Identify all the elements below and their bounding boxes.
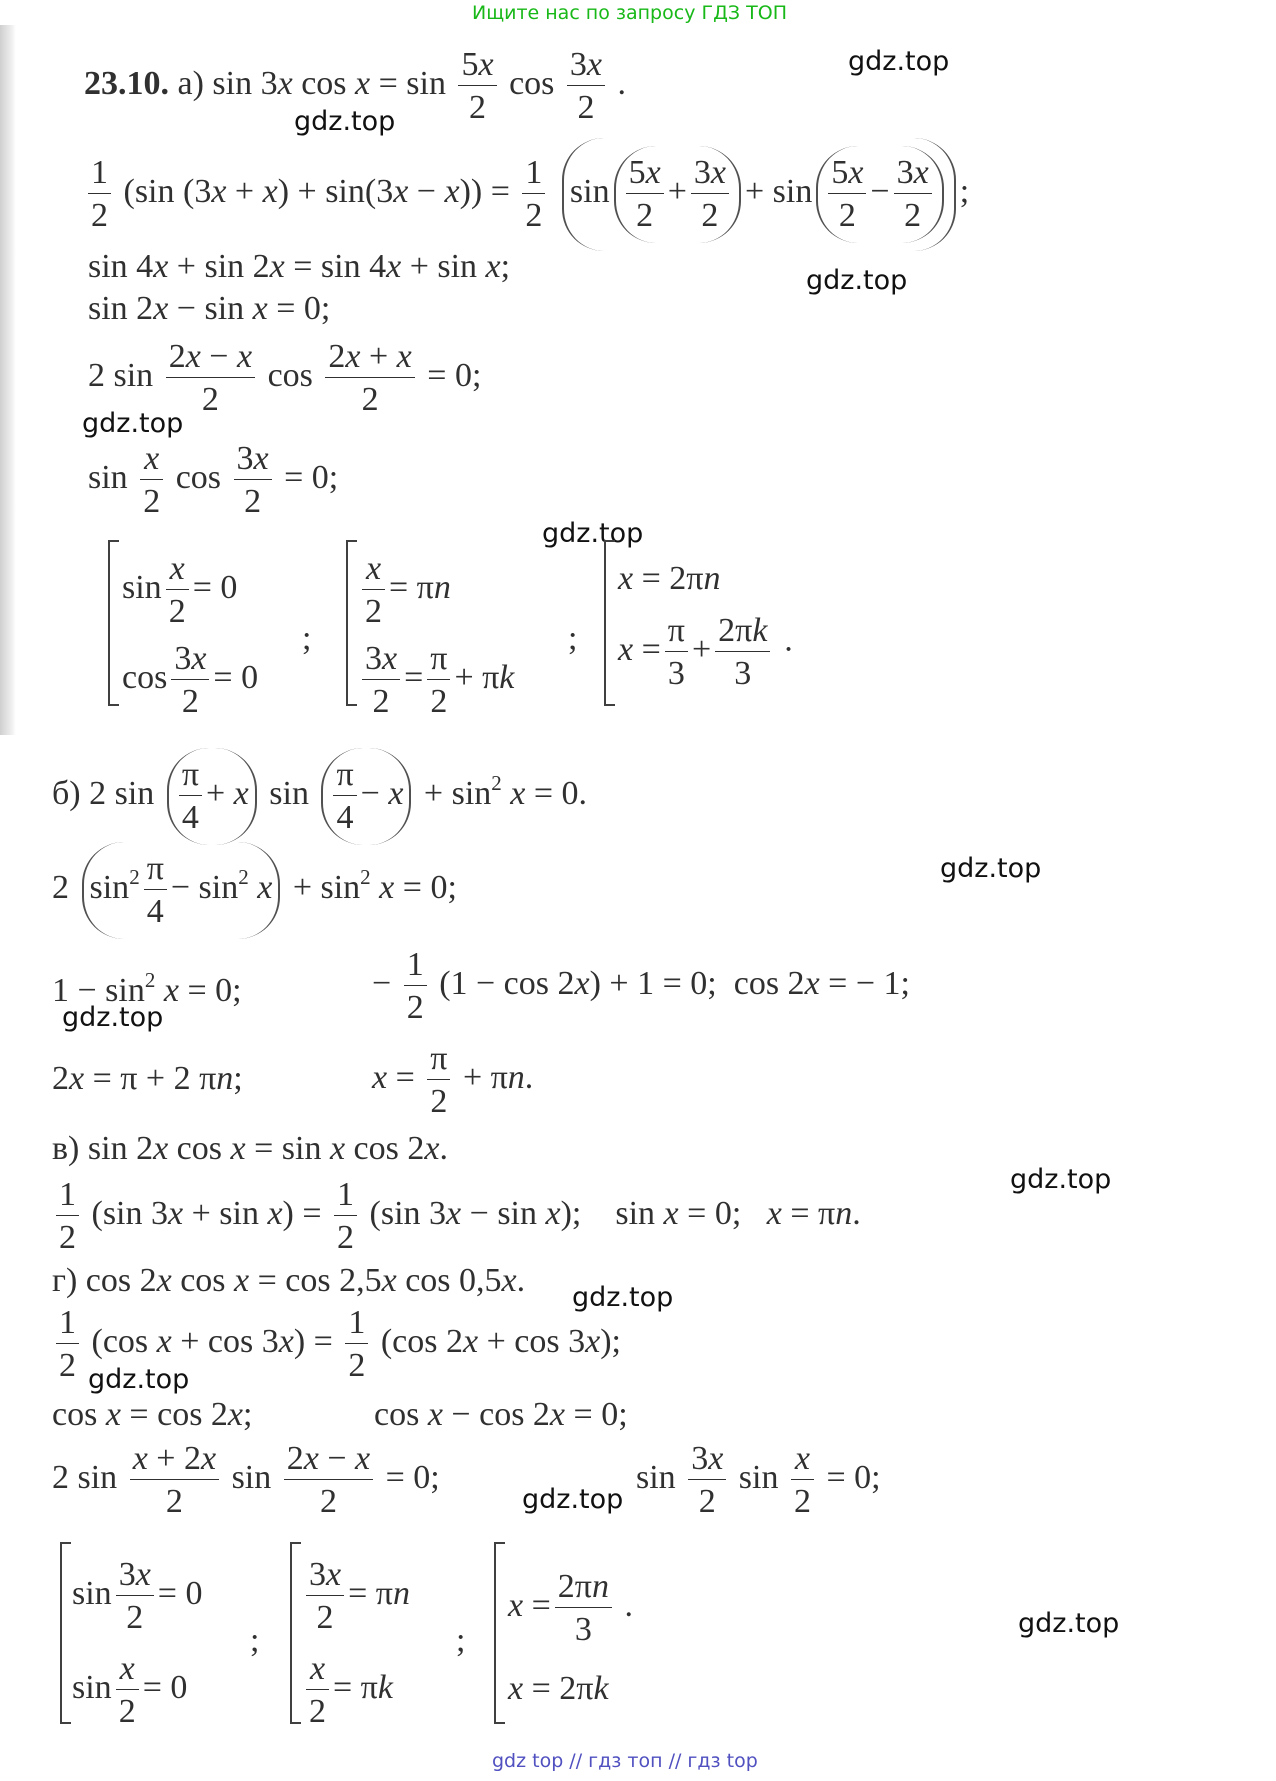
system-g2-line2: $\frac{x}{2}$ = πk bbox=[302, 1650, 393, 1731]
watermark-gdz-top: gdz.top bbox=[806, 265, 908, 296]
watermark-gdz-top: gdz.top bbox=[294, 106, 396, 137]
part-g-step-3: cos x − cos 2x = 0; bbox=[374, 1396, 628, 1433]
watermark-gdz-top: gdz.top bbox=[1018, 1608, 1120, 1639]
system-a2-line2: $\frac{3x}{2}$ = $\frac{\pi}{2}$ + πk bbox=[358, 640, 514, 721]
part-a-step-1: $\frac{1}{2}$ (sin (3x + x) + sin(3x − x)) = $\frac{1}{2}$ sin $\frac{5x}{2}$ + $\frac{3x}{2}$ + sin $\frac{5x}{2}$ − $\frac{3x}{2}$ ; bbox=[84, 138, 969, 251]
separator: ; bbox=[568, 620, 578, 657]
part-a-step-3: sin 2x − sin x = 0; bbox=[88, 290, 331, 327]
part-a-step-2: sin 4x + sin 2x = sin 4x + sin x; bbox=[88, 248, 511, 285]
scan-shadow bbox=[0, 25, 16, 735]
system-bracket bbox=[290, 1542, 301, 1724]
system-g1-line2: sin $\frac{x}{2}$ = 0 bbox=[72, 1650, 188, 1731]
system-a3-line2: x = $\frac{\pi}{3}$ + $\frac{2\pi k}{3}$ · bbox=[618, 612, 795, 693]
watermark-gdz-top: gdz.top bbox=[522, 1484, 624, 1515]
part-b-equation: б) 2 sin $\frac{\pi}{4}$ + x sin $\frac{\pi}{4}$ − $x + \sin^2 x = 0$. bbox=[52, 748, 587, 845]
problem-number: 23.10. bbox=[84, 65, 169, 103]
part-b-step-1: 2 $\sin^2$ $\frac{\pi}{4}$ − $\sin^2 x + \sin^2 x = 0$; bbox=[52, 842, 457, 939]
system-g2-line1: $\frac{3x}{2}$ = πn bbox=[302, 1556, 410, 1637]
part-a-step-4: 2 sin $\frac{2x - x}{2}$ cos $\frac{2x + x}{2}$ = 0; bbox=[88, 338, 482, 419]
part-b-label: б) bbox=[52, 775, 81, 813]
system-g3-line1: x = $\frac{2\pi n}{3}$ . bbox=[508, 1568, 633, 1649]
part-g-step-2: cos x = cos 2x; bbox=[52, 1396, 253, 1433]
system-a3-line1: x = 2πn bbox=[618, 560, 721, 597]
watermark-gdz-top: gdz.top bbox=[88, 1364, 190, 1395]
watermark-gdz-top: gdz.top bbox=[940, 853, 1042, 884]
system-a1-line1: sin $\frac{x}{2}$ = 0 bbox=[122, 550, 238, 631]
system-bracket bbox=[494, 1542, 505, 1724]
separator: ; bbox=[250, 1622, 260, 1659]
part-b-step-4: 2x = π + 2 πn; bbox=[52, 1060, 243, 1097]
part-g-equation: г) cos 2x cos x = cos 2,5x cos 0,5x. bbox=[52, 1262, 526, 1299]
watermark-gdz-top: gdz.top bbox=[572, 1282, 674, 1313]
separator: ; bbox=[302, 620, 312, 657]
system-bracket bbox=[604, 540, 615, 706]
system-a1-line2: cos $\frac{3x}{2}$ = 0 bbox=[122, 640, 259, 721]
system-g1-line1: sin $\frac{3x}{2}$ = 0 bbox=[72, 1556, 203, 1637]
part-g-label: г) bbox=[52, 1262, 78, 1299]
part-b-step-3: − $\frac{1}{2}$ (1 − cos 2x) + 1 = 0; cos 2x = − 1; bbox=[372, 946, 910, 1027]
part-v-equation: в) sin 2x cos x = sin x cos 2x. bbox=[52, 1130, 448, 1167]
part-g-step-4: 2 sin $\frac{x + 2x}{2}$ sin $\frac{2x - x}{2}$ = 0; bbox=[52, 1440, 440, 1521]
part-b-step-2: $1 - \sin^2 x = 0$; bbox=[52, 968, 242, 1009]
part-a-step-5: sin $\frac{x}{2}$ cos $\frac{3x}{2}$ = 0; bbox=[88, 440, 339, 521]
separator: ; bbox=[456, 1622, 466, 1659]
system-bracket bbox=[108, 540, 119, 706]
part-g-step-1: $\frac{1}{2}$ (cos x + cos 3x) = $\frac{1}{2}$ (cos 2x + cos 3x); bbox=[52, 1304, 621, 1385]
watermark-gdz-top: gdz.top bbox=[62, 1002, 164, 1033]
part-b-step-5: x = $\frac{\pi}{2}$ + πn. bbox=[372, 1040, 534, 1121]
system-a2-line1: $\frac{x}{2}$ = πn bbox=[358, 550, 451, 631]
watermark-gdz-top: gdz.top bbox=[542, 518, 644, 549]
footer-watermark: gdz top // гдз топ // гдз top bbox=[492, 1750, 758, 1772]
system-g3-line2: x = 2πk bbox=[508, 1670, 609, 1707]
part-v-step-1: $\frac{1}{2}$ (sin 3x + sin x) = $\frac{1}{2}$ (sin 3x − sin x); sin x = 0; x = πn. bbox=[52, 1176, 861, 1257]
part-a-label: а) bbox=[177, 65, 204, 103]
watermark-gdz-top: gdz.top bbox=[1010, 1164, 1112, 1195]
part-v-label: в) bbox=[52, 1130, 80, 1167]
system-bracket bbox=[346, 540, 357, 706]
watermark-gdz-top: gdz.top bbox=[82, 408, 184, 439]
part-a-equation: 23.10. а) sin 3x cos x = sin $\frac{5x}{2}$ cos $\frac{3x}{2}$ . bbox=[84, 46, 626, 127]
watermark-gdz-top: gdz.top bbox=[848, 46, 950, 77]
header-watermark: Ищите нас по запросу ГДЗ ТОП bbox=[472, 2, 787, 24]
system-bracket bbox=[60, 1542, 71, 1724]
part-g-step-5: sin $\frac{3x}{2}$ sin $\frac{x}{2}$ = 0; bbox=[636, 1440, 881, 1521]
